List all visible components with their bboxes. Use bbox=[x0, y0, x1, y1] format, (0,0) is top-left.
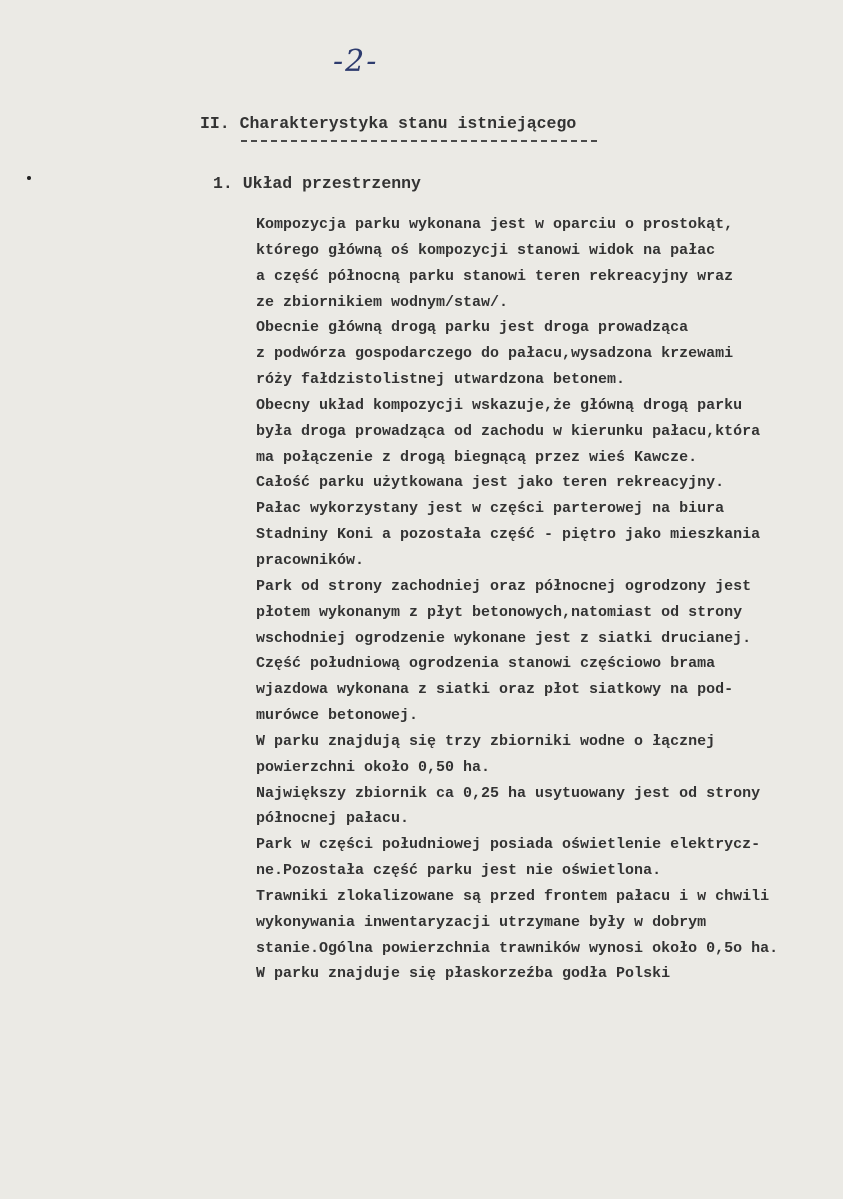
text-line: Park od strony zachodniej oraz północnej ogrodzony jest bbox=[256, 577, 752, 595]
text-line: W parku znajduje się płaskorzeźba godła Polski bbox=[256, 965, 671, 983]
text-line: Trawniki zlokalizowane są przed frontem pałacu i w chwili bbox=[256, 887, 770, 905]
text-line: murówce betonowej. bbox=[256, 707, 419, 725]
text-line: była droga prowadząca od zachodu w kierunku pałacu,która bbox=[256, 422, 761, 440]
body-text bbox=[256, 212, 778, 987]
text-line: powierzchni około 0,50 ha. bbox=[256, 758, 491, 776]
text-line: ne.Pozostała część parku jest nie oświetlona. bbox=[256, 862, 662, 880]
text-line: Pałac wykorzystany jest w części parterowej na biura bbox=[256, 500, 725, 518]
text-line: stanie.Ogólna powierzchnia trawników wynosi około 0,5o ha. bbox=[256, 939, 779, 957]
text-line: ma połączenie z drogą biegnącą przez wieś Kawcze. bbox=[256, 448, 698, 466]
text-line: którego główną oś kompozycji stanowi widok na pałac bbox=[256, 241, 716, 259]
text-line: róży fałdzistolistnej utwardzona betonem. bbox=[256, 371, 626, 389]
text-line: Stadniny Koni a pozostała część - piętro jako mieszkania bbox=[256, 526, 761, 544]
text-line: z podwórza gospodarczego do pałacu,wysadzona krzewami bbox=[256, 345, 734, 363]
text-line: Część południową ogrodzenia stanowi częściowo brama bbox=[256, 655, 716, 673]
text-line: Park w części południowej posiada oświetlenie elektrycz- bbox=[256, 836, 761, 854]
section-heading: II. Charakterystyka stanu istniejącego bbox=[200, 114, 577, 133]
text-line: Całość parku użytkowana jest jako teren rekreacyjny. bbox=[256, 474, 725, 492]
heading-underline bbox=[241, 140, 597, 142]
text-line: północnej pałacu. bbox=[256, 810, 410, 828]
text-line: wschodniej ogrodzenie wykonane jest z siatki drucianej. bbox=[256, 629, 752, 647]
text-line: pracowników. bbox=[256, 551, 365, 569]
text-line: ze zbiornikiem wodnym/staw/. bbox=[256, 293, 509, 311]
subsection-heading: 1. Układ przestrzenny bbox=[213, 174, 421, 193]
text-line: płotem wykonanym z płyt betonowych,natomiast od strony bbox=[256, 603, 743, 621]
page-number: -2- bbox=[333, 44, 379, 79]
text-line: a część północną parku stanowi teren rekreacyjny wraz bbox=[256, 267, 734, 285]
margin-mark bbox=[27, 176, 31, 180]
text-line: Obecny układ kompozycji wskazuje,że główną drogą parku bbox=[256, 396, 743, 414]
text-line: wykonywania inwentaryzacji utrzymane były w dobrym bbox=[256, 913, 707, 931]
text-line: Kompozycja parku wykonana jest w oparciu o prostokąt, bbox=[256, 216, 734, 233]
text-line: Największy zbiornik ca 0,25 ha usytuowany jest od strony bbox=[256, 784, 761, 802]
text-line: Obecnie główną drogą parku jest droga prowadząca bbox=[256, 319, 689, 337]
text-line: wjazdowa wykonana z siatki oraz płot siatkowy na pod- bbox=[256, 681, 734, 699]
text-line: W parku znajdują się trzy zbiorniki wodne o łącznej bbox=[256, 732, 716, 750]
